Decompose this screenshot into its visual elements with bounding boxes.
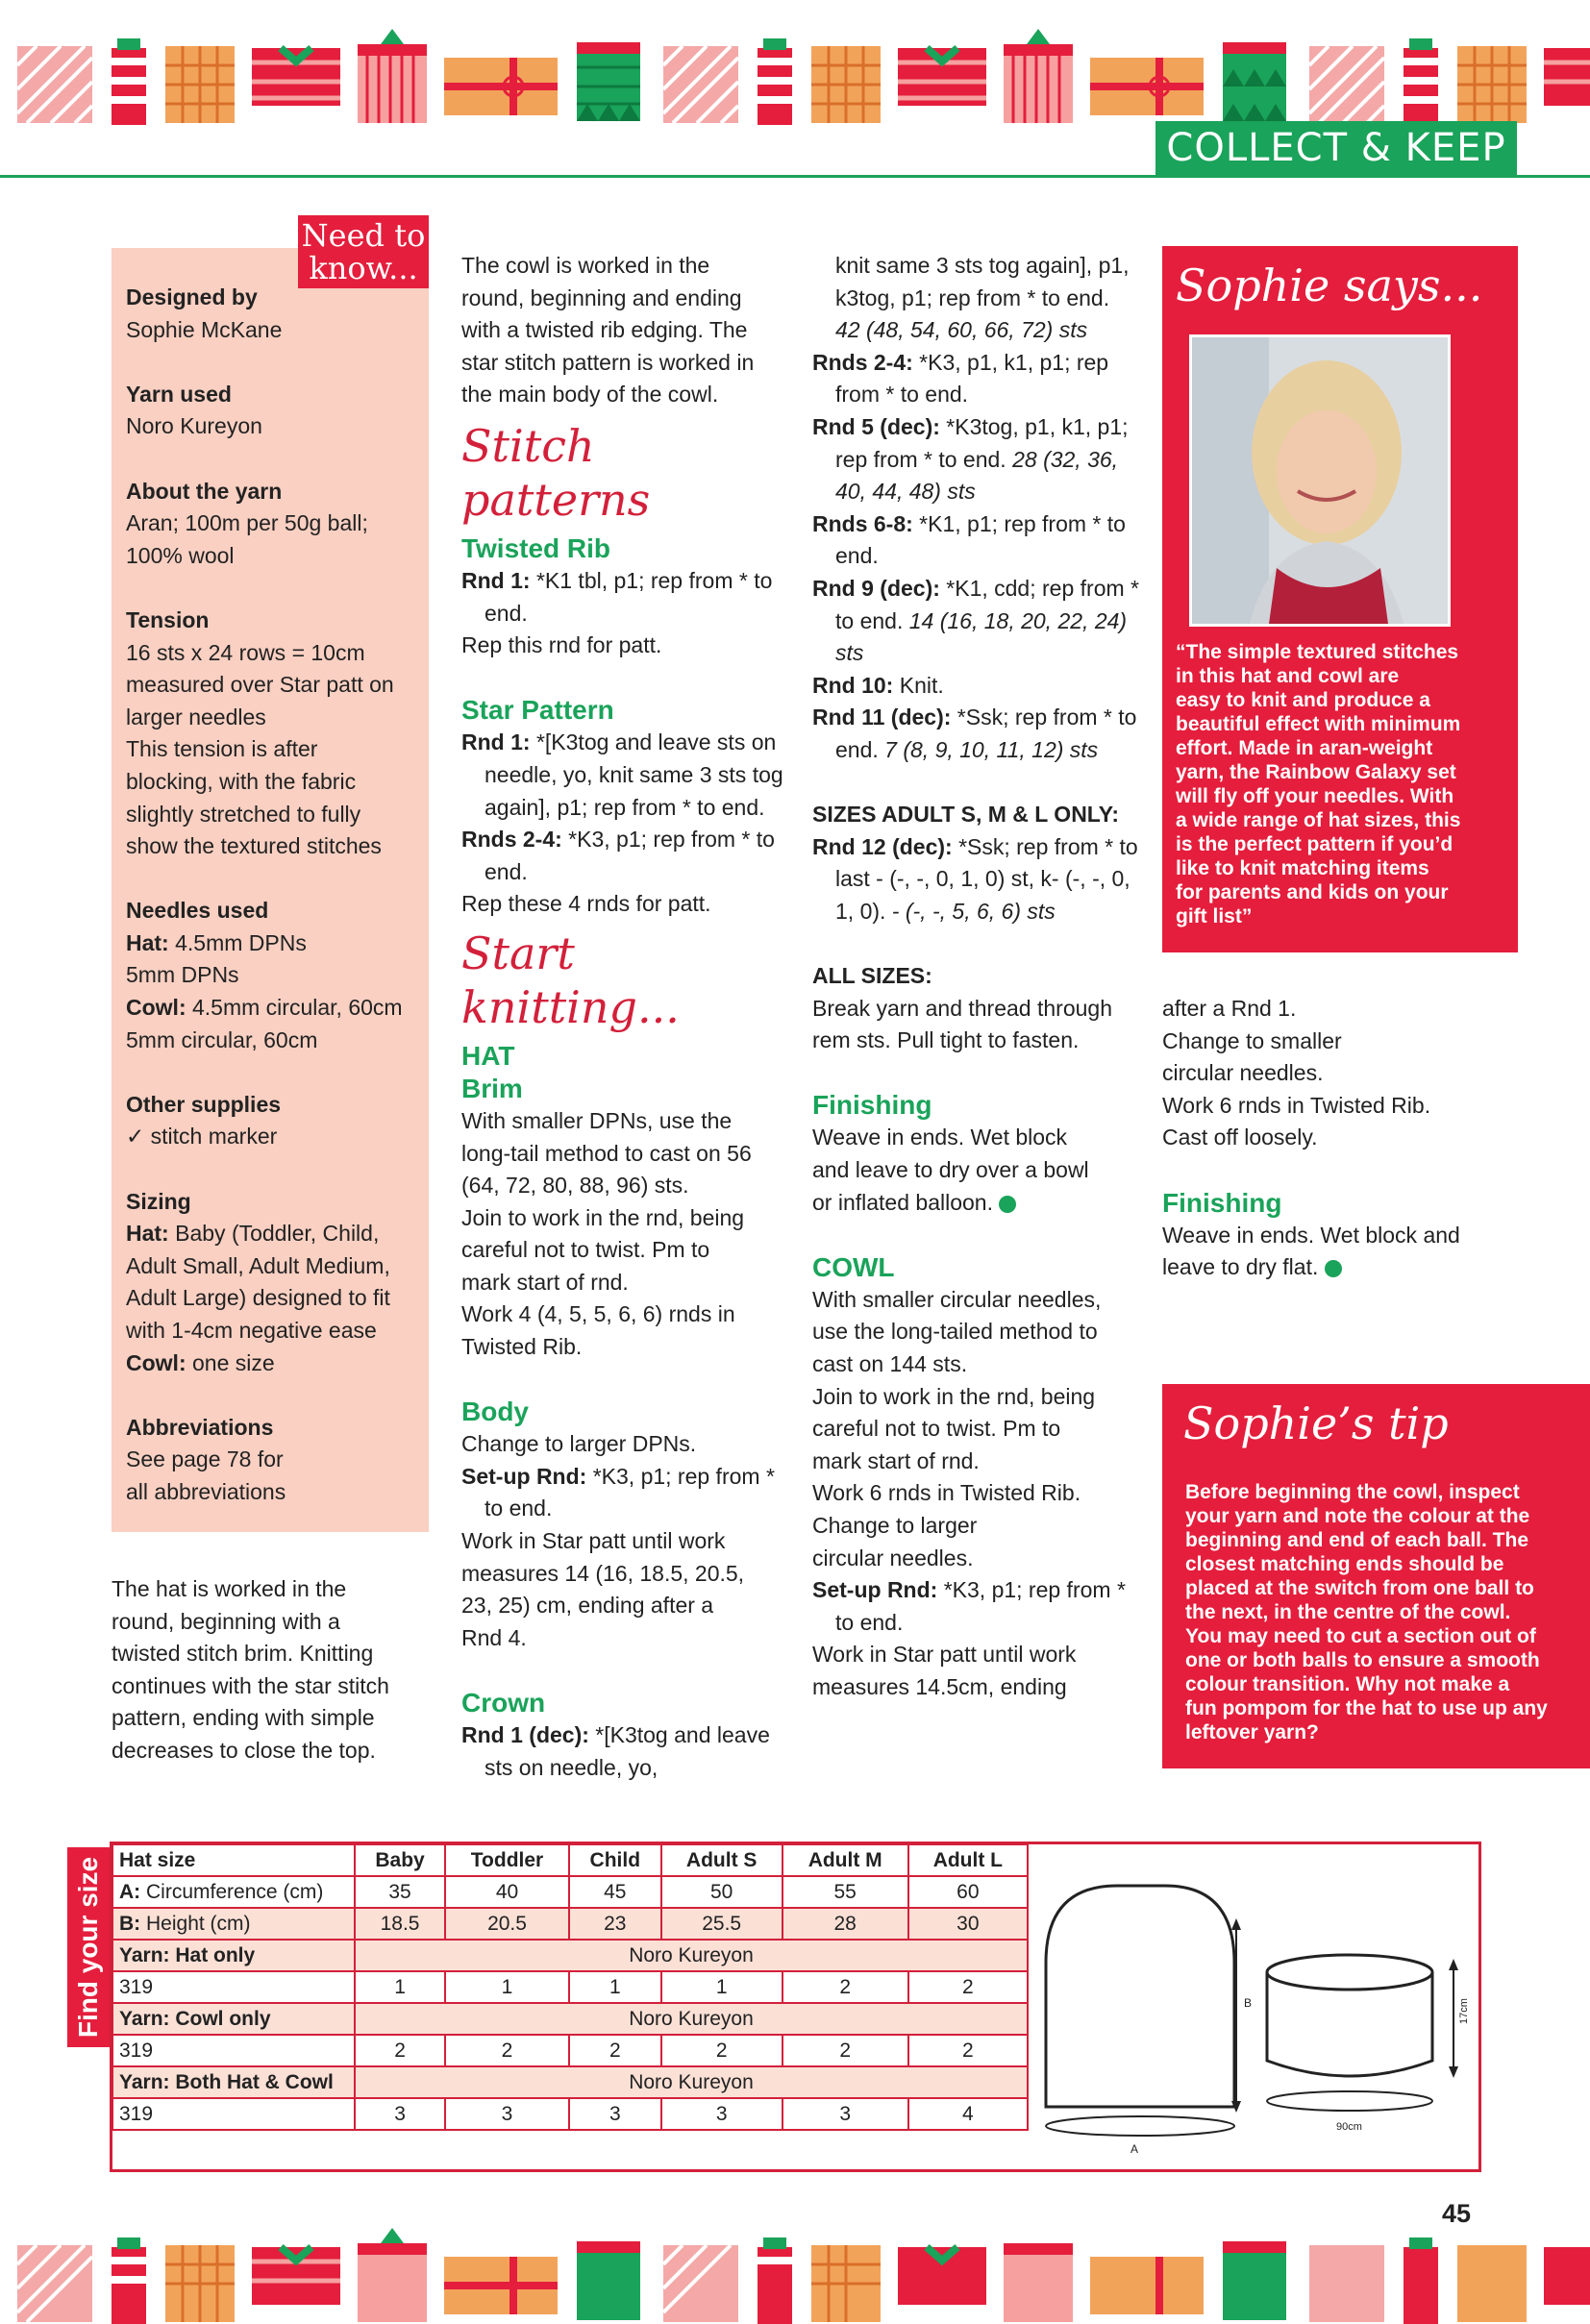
table-cell: 55 — [783, 1876, 908, 1908]
table-header: Adult S — [661, 1844, 783, 1876]
tip-line: your yarn and note the colour at the — [1185, 1505, 1530, 1527]
yarn-ball-icon — [1325, 1260, 1342, 1277]
instruction-label: Rnds 6-8: — [812, 510, 913, 536]
sizes-heading: SIZES ADULT S, M & L ONLY: — [812, 802, 1120, 828]
instruction-text: knit same 3 sts tog again], p1, k3tog, p1; rep from * to end. — [835, 253, 1130, 310]
tip-line: fun pompom for the hat to use up any — [1185, 1697, 1548, 1719]
table-cell: 3 — [783, 2098, 908, 2130]
gift-border-top — [0, 29, 1590, 125]
hat-circumference-arrow — [1046, 2116, 1234, 2136]
size-schematic — [1031, 1847, 1478, 2168]
table-row — [112, 1971, 1028, 2003]
quote-line: a wide range of hat sizes, this — [1176, 809, 1461, 831]
table-cell: 28 — [783, 1908, 908, 1940]
instruction-label: Set-up Rnd: — [812, 1577, 938, 1603]
cowl-heading: COWL — [812, 1251, 895, 1282]
body-heading: Body — [461, 1397, 529, 1427]
column-4 — [1162, 993, 1508, 1284]
row-label: Height (cm) — [140, 1912, 251, 1935]
sizing-cowl-value: one size — [192, 1349, 275, 1375]
hat-intro-line: pattern, ending with simple — [112, 1705, 375, 1731]
table-row — [112, 1876, 1028, 1908]
cowl-line: mark start of rnd. — [812, 1447, 980, 1473]
row-label: 319 — [112, 1971, 355, 2003]
instruction-text: *Ssk; rep from * to last - (-, -, 0, 1, 0) st, k- (-, -, 0, 1, 0). — [835, 833, 1138, 924]
finishing-line: or inflated balloon. — [812, 1189, 993, 1215]
stitch-count: 42 (48, 54, 60, 66, 72) sts — [835, 317, 1088, 343]
brim-line: Twisted Rib. — [461, 1334, 583, 1360]
all-sizes-line: Break yarn and thread through — [812, 995, 1112, 1021]
finishing-heading: Finishing — [812, 1090, 932, 1121]
instruction-text: *K1, p1; rep from * to end. — [835, 510, 1126, 569]
cowl-line: Work in Star patt until work — [812, 1642, 1077, 1668]
hat-intro — [112, 1573, 438, 1768]
start-knitting-heading: Start knitting... — [461, 927, 680, 1033]
sophie-photo — [1189, 334, 1451, 627]
instruction-label: Rnd 5 (dec): — [812, 413, 940, 439]
tension-line: measured over Star patt on — [126, 672, 394, 698]
table-row — [112, 2035, 1028, 2066]
instruction-label: Rnds 2-4: — [812, 349, 913, 375]
tension-title: Tension — [126, 606, 210, 632]
cowl-line: measures 14.5cm, ending — [812, 1673, 1067, 1699]
table-row — [112, 2003, 1028, 2035]
abbreviations-line: all abbreviations — [126, 1478, 286, 1504]
table-cell: 50 — [661, 1876, 783, 1908]
table-cell: 2 — [908, 2035, 1028, 2066]
row-label-key: B: — [119, 1912, 141, 1935]
about-yarn-line: Aran; 100m per 50g ball; — [126, 510, 368, 536]
tension-line: larger needles — [126, 704, 266, 729]
instruction-label: Rnd 1: — [461, 567, 531, 593]
table-cell: 1 — [445, 1971, 569, 2003]
finishing-line: and leave to dry over a bowl — [812, 1157, 1089, 1183]
label-90cm: 90cm — [1336, 2121, 1362, 2133]
table-cell: 60 — [908, 1876, 1028, 1908]
table-cell: 2 — [661, 2035, 783, 2066]
sophie-says-title: Sophie says... — [1176, 260, 1483, 311]
brim-line: Work 4 (4, 5, 5, 6, 6) rnds in — [461, 1301, 735, 1327]
instruction-text: *K1 tbl, p1; rep from * to end. — [484, 567, 773, 626]
body-line: Work in Star patt until work — [461, 1528, 726, 1554]
stitch-count: - (-, -, 5, 6, 6) sts — [885, 898, 1056, 924]
table-cell: 2 — [445, 2035, 569, 2066]
cowl-line: careful not to twist. Pm to — [812, 1416, 1061, 1442]
hat-intro-line: round, beginning with a — [112, 1608, 340, 1634]
row-label: Circumference (cm) — [140, 1880, 324, 1903]
table-row — [112, 1844, 1028, 1876]
sizing-title: Sizing — [126, 1188, 191, 1214]
needles-title: Needles used — [126, 898, 269, 924]
table-row — [112, 2066, 1028, 2098]
table-cell: 1 — [569, 1971, 661, 2003]
cowl-line: With smaller circular needles, — [812, 1286, 1102, 1312]
sophie-tip-title: Sophie’s tip — [1183, 1397, 1449, 1449]
instruction-label: Rnd 11 (dec): — [812, 705, 952, 730]
all-sizes-heading: ALL SIZES: — [812, 963, 932, 989]
table-cell: 4 — [908, 2098, 1028, 2130]
cowl-line: Work 6 rnds in Twisted Rib. — [812, 1480, 1081, 1506]
yarn-ball-icon — [999, 1196, 1016, 1213]
cowl-cont-line: circular needles. — [1162, 1060, 1324, 1086]
table-header: Child — [569, 1844, 661, 1876]
table-header: Adult M — [783, 1844, 908, 1876]
table-cell: 1 — [355, 1971, 445, 2003]
table-cell: 2 — [783, 1971, 908, 2003]
header-rule — [0, 175, 1590, 178]
yarn-used-value: Noro Kureyon — [126, 413, 262, 439]
cowl-cont-line: Cast off loosely. — [1162, 1125, 1318, 1150]
designed-by-title: Designed by — [126, 284, 258, 309]
instruction-label: Rnd 10: — [812, 672, 894, 698]
tip-line: You may need to cut a section out of — [1185, 1625, 1536, 1647]
label-a: A — [1130, 2142, 1139, 2156]
body-line: Change to larger DPNs. — [461, 1431, 697, 1457]
table-cell: 3 — [569, 2098, 661, 2130]
instruction-text: *K1, cdd; rep from * to end. — [835, 575, 1139, 633]
brim-line: long-tail method to cast on 56 — [461, 1140, 752, 1166]
cowl-line: Join to work in the rnd, being — [812, 1383, 1096, 1409]
table-row — [112, 1940, 1028, 1971]
sizing-cowl-label: Cowl: — [126, 1349, 186, 1375]
finishing-line: leave to dry flat. — [1162, 1254, 1319, 1280]
cowl-line: circular needles. — [812, 1545, 974, 1570]
cowl-line: cast on 144 sts. — [812, 1351, 968, 1376]
row-label: 319 — [112, 2098, 355, 2130]
table-cell: 3 — [355, 2098, 445, 2130]
table-cell: 23 — [569, 1908, 661, 1940]
finishing-heading: Finishing — [1162, 1187, 1282, 1218]
needles-cowl-value2: 5mm circular, 60cm — [126, 1026, 318, 1052]
needles-hat-label: Hat: — [126, 929, 169, 955]
finishing-line: Weave in ends. Wet block and — [1162, 1222, 1460, 1248]
tip-line: one or both balls to ensure a smooth — [1185, 1649, 1540, 1671]
tension-line: slightly stretched to fully — [126, 801, 361, 827]
table-cell: 3 — [661, 2098, 783, 2130]
cowl-line: use the long-tailed method to — [812, 1319, 1098, 1345]
find-your-size-tab — [67, 1847, 110, 2047]
hat-intro-line: decreases to close the top. — [112, 1737, 376, 1763]
tip-line: leftover yarn? — [1185, 1721, 1319, 1743]
instruction-text: *Ssk; rep from * to end. — [835, 705, 1137, 762]
table-cell: 2 — [569, 2035, 661, 2066]
cowl-intro-line: with a twisted rib edging. The — [461, 317, 748, 343]
other-supplies-value: ✓ stitch marker — [126, 1124, 278, 1150]
instruction-text: *K3tog, p1, k1, p1; rep from * to end. — [835, 413, 1129, 472]
quote-line: beautiful effect with minimum — [1176, 713, 1461, 735]
need-to-know-content — [126, 282, 424, 1509]
sophie-quote — [1176, 640, 1512, 928]
twisted-rib-heading: Twisted Rib — [461, 532, 611, 563]
crown-heading: Crown — [461, 1688, 546, 1718]
about-yarn-title: About the yarn — [126, 478, 283, 504]
stitch-count: 7 (8, 9, 10, 11, 12) sts — [884, 736, 1099, 762]
tip-line: closest matching ends should be — [1185, 1553, 1504, 1575]
label-b: B — [1244, 1996, 1253, 2010]
hat-outline — [1046, 1886, 1234, 2107]
table-header: Baby — [355, 1844, 445, 1876]
label-17cm: 17cm — [1458, 1998, 1470, 2024]
quote-line: “The simple textured stitches — [1176, 641, 1459, 663]
brim-line: mark start of rnd. — [461, 1269, 629, 1295]
column-2 — [461, 250, 788, 1784]
needles-cowl-label: Cowl: — [126, 995, 186, 1021]
quote-line: for parents and kids on your — [1176, 881, 1449, 903]
table-cell: 35 — [355, 1876, 445, 1908]
other-supplies-title: Other supplies — [126, 1091, 282, 1117]
yarn-used-title: Yarn used — [126, 381, 232, 407]
instruction-text: Rep these 4 rnds for patt. — [461, 891, 711, 917]
quote-line: like to knit matching items — [1176, 857, 1429, 879]
table-header: Adult L — [908, 1844, 1028, 1876]
hat-intro-line: The hat is worked in the — [112, 1576, 347, 1601]
about-yarn-line: 100% wool — [126, 542, 235, 568]
cowl-intro-line: the main body of the cowl. — [461, 382, 719, 408]
table-header: Toddler — [445, 1844, 569, 1876]
stitch-count: 14 (16, 18, 20, 22, 24) sts — [835, 607, 1128, 666]
table-header: Hat size — [112, 1844, 355, 1876]
table-cell: 2 — [355, 2035, 445, 2066]
tip-line: beginning and end of each ball. The — [1185, 1529, 1529, 1551]
tension-line: 16 sts x 24 rows = 10cm — [126, 639, 365, 665]
cowl-cont-line: Change to smaller — [1162, 1027, 1342, 1053]
instruction-label: Rnd 9 (dec): — [812, 575, 940, 601]
sizing-hat-line: Adult Large) designed to fit — [126, 1285, 390, 1311]
hat-intro-line: continues with the star stitch — [112, 1672, 389, 1698]
row-label: 319 — [112, 2035, 355, 2066]
cowl-body — [1267, 1972, 1432, 2076]
designed-by-value: Sophie McKane — [126, 316, 283, 342]
cowl-intro-line: star stitch pattern is worked in — [461, 349, 755, 375]
brim-line: Join to work in the rnd, being — [461, 1204, 745, 1230]
instruction-text: *K3, p1, k1, p1; rep from * to end. — [835, 349, 1109, 408]
quote-line: yarn, the Rainbow Galaxy set — [1176, 761, 1456, 783]
instruction-label: Rnds 2-4: — [461, 827, 562, 853]
brim-line: careful not to twist. Pm to — [461, 1237, 710, 1263]
yarn-brand-cell: Noro Kureyon — [355, 1940, 1028, 1971]
all-sizes-line: rem sts. Pull tight to fasten. — [812, 1027, 1080, 1053]
table-cell: 20.5 — [445, 1908, 569, 1940]
hat-heading: HAT — [461, 1040, 515, 1071]
stitch-count: 28 (32, 36, 40, 44, 48) sts — [835, 446, 1119, 505]
tension-line: show the textured stitches — [126, 833, 382, 859]
abbreviations-title: Abbreviations — [126, 1414, 274, 1440]
cowl-intro-line: The cowl is worked in the — [461, 253, 710, 278]
cowl-intro-line: round, beginning and ending — [461, 284, 742, 310]
cowl-cont-line: Work 6 rnds in Twisted Rib. — [1162, 1092, 1431, 1118]
column-3 — [812, 250, 1139, 1704]
table-cell: 45 — [569, 1876, 661, 1908]
tip-line: placed at the switch from one ball to — [1185, 1577, 1534, 1599]
table-cell: 3 — [445, 2098, 569, 2130]
star-pattern-heading: Star Pattern — [461, 695, 614, 726]
instruction-text: Knit. — [893, 672, 944, 698]
instruction-text: *K3, p1; rep from * to end. — [484, 1463, 775, 1521]
quote-line: gift list” — [1176, 905, 1253, 927]
brim-line: With smaller DPNs, use the — [461, 1107, 733, 1133]
quote-line: easy to knit and produce a — [1176, 689, 1430, 711]
tension-line: blocking, with the fabric — [126, 768, 357, 794]
find-your-size-label: Find your size — [73, 1856, 103, 2039]
sizing-hat-label: Hat: — [126, 1221, 169, 1247]
table-cell: 2 — [908, 1971, 1028, 2003]
instruction-text: Rep this rnd for patt. — [461, 632, 662, 658]
gift-border-bottom — [0, 2228, 1590, 2324]
tip-line: the next, in the centre of the cowl. — [1185, 1601, 1511, 1623]
page-number: 45 — [1442, 2199, 1472, 2228]
cowl-cont-line: after a Rnd 1. — [1162, 996, 1297, 1021]
sizing-hat-line: Adult Small, Adult Medium, — [126, 1252, 390, 1278]
row-label-key: A: — [119, 1880, 141, 1903]
quote-line: is the perfect pattern if you’d — [1176, 833, 1453, 855]
sizing-hat-line: Baby (Toddler, Child, — [175, 1221, 380, 1247]
abbreviations-line: See page 78 for — [126, 1446, 284, 1472]
quote-line: effort. Made in aran-weight — [1176, 737, 1433, 759]
table-cell: 18.5 — [355, 1908, 445, 1940]
table-cell: 25.5 — [661, 1908, 783, 1940]
row-label: Yarn: Cowl only — [112, 2003, 355, 2035]
table-cell: 40 — [445, 1876, 569, 1908]
sophie-tip-text — [1185, 1480, 1584, 1744]
instruction-label: Rnd 1 (dec): — [461, 1722, 589, 1747]
instruction-text: *[K3tog and leave sts on needle, yo, — [484, 1722, 770, 1780]
quote-line: in this hat and cowl are — [1176, 665, 1400, 687]
table-cell: 1 — [661, 1971, 783, 2003]
brim-line: (64, 72, 80, 88, 96) sts. — [461, 1173, 689, 1199]
table-row — [112, 2098, 1028, 2130]
cowl-line: Change to larger — [812, 1512, 978, 1538]
instruction-text: *K3, p1; rep from * to end. — [835, 1577, 1126, 1635]
instruction-text: *K3, p1; rep from * to end. — [484, 827, 775, 884]
needles-cowl-value: 4.5mm circular, 60cm — [192, 995, 403, 1021]
needles-hat-value: 4.5mm DPNs — [175, 929, 307, 955]
sophie-says-panel — [1162, 246, 1518, 952]
table-row — [112, 1908, 1028, 1940]
gift-icon-row — [17, 29, 1590, 125]
body-line: Rnd 4. — [461, 1624, 527, 1650]
need-to-know-label: Need to know... — [298, 215, 429, 288]
cowl-circumference-arrow — [1267, 2091, 1432, 2111]
row-label: Yarn: Hat only — [112, 1940, 355, 1971]
sophie-tip-panel — [1162, 1384, 1590, 1768]
body-line: 23, 25) cm, ending after a — [461, 1593, 714, 1619]
finishing-line: Weave in ends. Wet block — [812, 1125, 1068, 1150]
tension-line: This tension is after — [126, 736, 318, 762]
instruction-label: Set-up Rnd: — [461, 1463, 587, 1489]
tip-line: colour transition. Why not make a — [1185, 1673, 1510, 1695]
quote-line: will fly off your needles. With — [1176, 785, 1454, 807]
size-table — [112, 1843, 1029, 2131]
instruction-text: *[K3tog and leave sts on needle, yo, knit same 3 sts tog again], p1; rep from * to end. — [484, 729, 783, 820]
cowl-top — [1267, 1955, 1432, 1990]
stitch-patterns-heading: Stitch patterns — [461, 419, 651, 526]
table-cell: 2 — [783, 2035, 908, 2066]
hat-intro-line: twisted stitch brim. Knitting — [112, 1641, 374, 1667]
instruction-label: Rnd 1: — [461, 729, 531, 755]
sizing-hat-line: with 1-4cm negative ease — [126, 1318, 377, 1343]
tip-line: Before beginning the cowl, inspect — [1185, 1481, 1520, 1503]
row-label: Yarn: Both Hat & Cowl — [112, 2066, 355, 2098]
table-cell: 30 — [908, 1908, 1028, 1940]
instruction-label: Rnd 12 (dec): — [812, 833, 953, 859]
collect-keep-tab: COLLECT & KEEP — [1155, 121, 1517, 175]
needles-hat-value2: 5mm DPNs — [126, 962, 239, 988]
yarn-brand-cell: Noro Kureyon — [355, 2003, 1028, 2035]
yarn-brand-cell: Noro Kureyon — [355, 2066, 1028, 2098]
brim-heading: Brim — [461, 1073, 523, 1103]
body-line: measures 14 (16, 18.5, 20.5, — [461, 1560, 745, 1586]
